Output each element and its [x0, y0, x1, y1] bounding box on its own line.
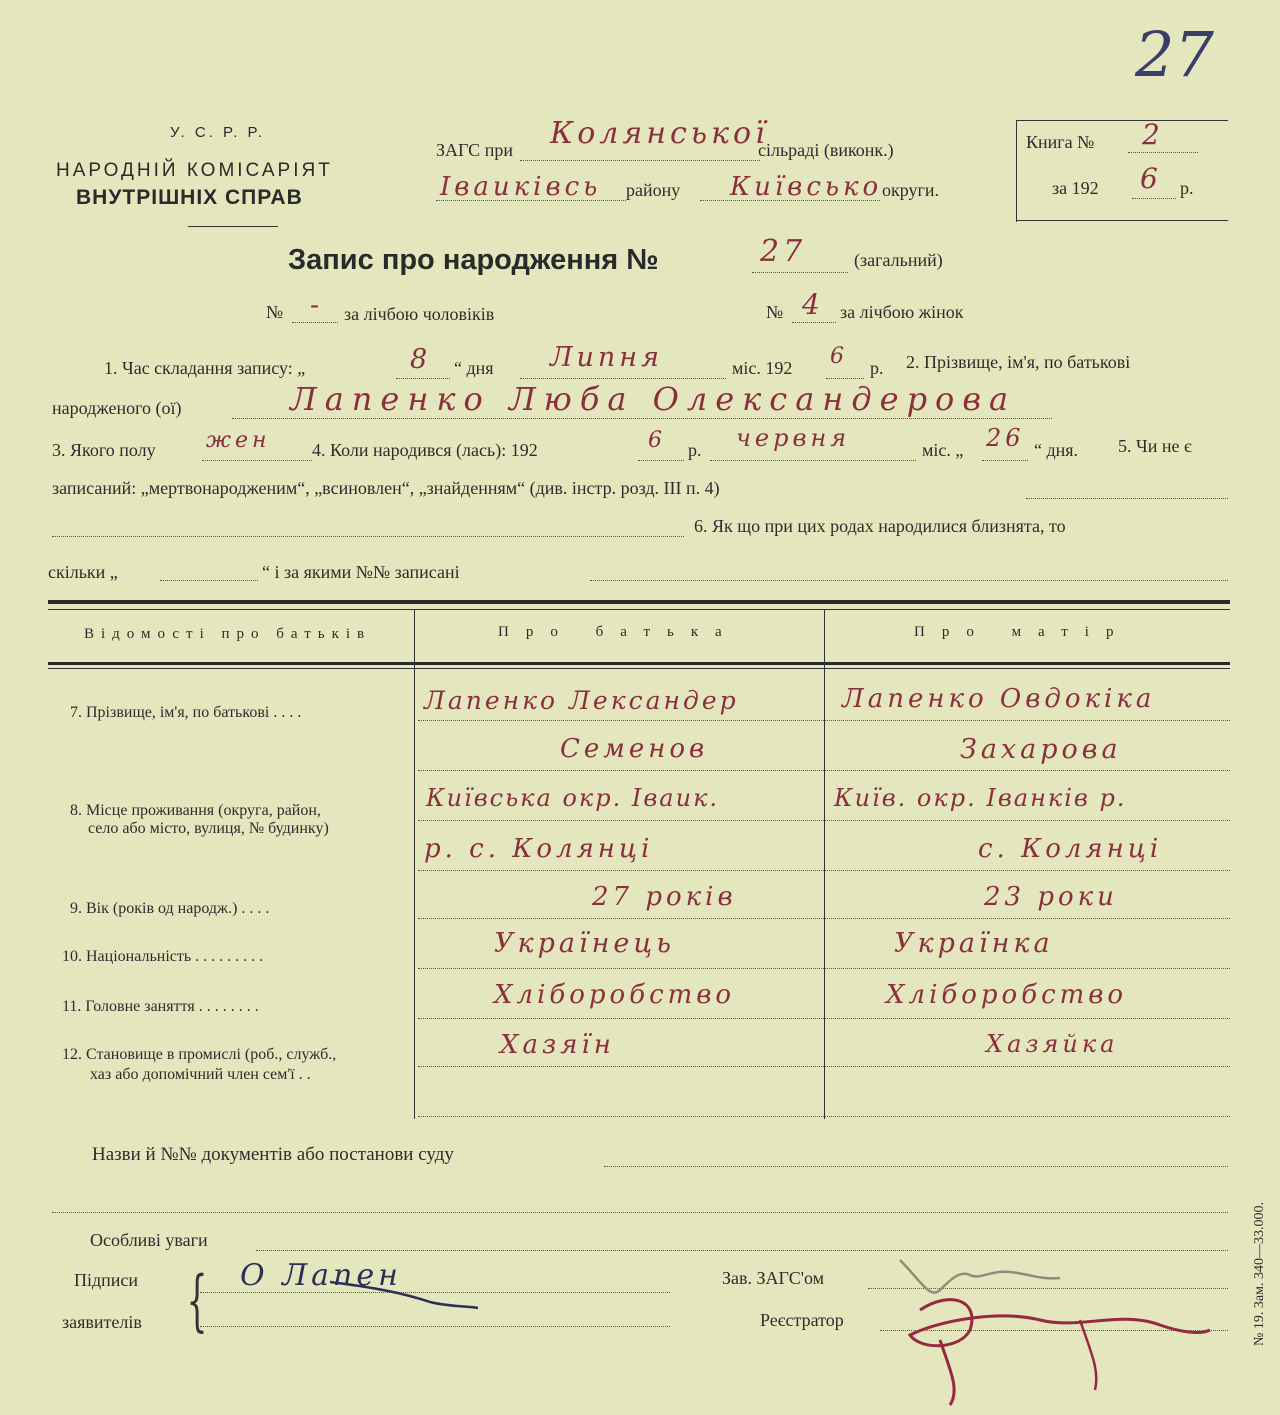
col-header-mother: Про матір [914, 624, 1131, 640]
row10-label: 10. Національність . . . . . . . . . [62, 948, 264, 965]
mother-age: 23 роки [984, 882, 1118, 912]
record-number-value: 27 [760, 234, 807, 269]
father-nationality: Українець [494, 928, 675, 959]
father-name-line1: Лапенко Лександер [424, 686, 739, 715]
side-print: № 19. Зам. 340—33.000. [1252, 1202, 1267, 1346]
father-address-line2: р. с. Колянці [424, 834, 654, 864]
field6-label: 6. Як що при цих родах народилися близнята, то [694, 516, 1066, 536]
field5-label2: записаний: „мертвонародженим“, „всиновлен“, „знайденням“ (див. інстр. розд. III п. 4) [52, 478, 720, 498]
district-value: Іваиківсь [440, 172, 602, 202]
mother-address-line2: с. Колянці [978, 834, 1163, 864]
field6-label3: “ і за якими №№ записані [262, 562, 460, 582]
village-council-value: Колянської [550, 116, 769, 151]
registrar-label: Реєстратор [760, 1310, 844, 1330]
field1-year-suffix: р. [870, 358, 884, 378]
women-count-label: за лічбою жінок [840, 302, 964, 322]
book-year-value: 6 [1140, 162, 1162, 195]
field1-label: 1. Час складання запису: „ [104, 358, 306, 378]
record-general-label: (загальний) [854, 250, 943, 270]
row8-label-line2: село або місто, вулиця, № будинку) [88, 820, 329, 837]
documents-label: Назви й №№ документів або постанови суду [92, 1144, 454, 1165]
field4-year-suffix: р. [688, 440, 702, 460]
district-label: району [626, 180, 681, 200]
men-no-value: - [310, 290, 324, 321]
field2-label: 2. Прізвище, ім'я, по батькові [906, 352, 1131, 372]
zags-prefix: ЗАГС при [436, 140, 513, 160]
father-name-line2: Семенов [560, 734, 709, 764]
father-age: 27 років [592, 882, 737, 912]
field3-label: 3. Якого полу [52, 440, 156, 460]
field4-label: 4. Коли народився (лась): 192 [312, 440, 538, 460]
okruha-value: Київсько [730, 172, 883, 202]
men-no-label: № [266, 302, 284, 322]
women-no-value: 4 [802, 288, 824, 321]
field1-year-value: 6 [830, 344, 848, 369]
row12-label-line1: 12. Становище в промислі (роб., служб., [62, 1046, 337, 1063]
field1-month-value: Липня [550, 342, 663, 373]
mother-status: Хазяйка [986, 1030, 1119, 1058]
mother-name-line2: Захарова [960, 734, 1122, 765]
field4-year-value: 6 [648, 428, 666, 453]
mother-address-line1: Київ. окр. Іванків р. [834, 784, 1127, 812]
row11-label: 11. Головне заняття . . . . . . . . [62, 998, 259, 1015]
col-header-parents: Відомості про батьків [84, 626, 372, 642]
field4-day-label: міс. „ [922, 440, 964, 460]
row7-label: 7. Прізвище, ім'я, по батькові . . . . [70, 704, 302, 721]
book-year-label: за 192 [1052, 178, 1099, 198]
book-number-value: 2 [1142, 118, 1164, 151]
field2-label2: народженого (ої) [52, 398, 182, 418]
mother-nationality: Українка [894, 928, 1054, 959]
signatures-label1: Підписи [74, 1270, 139, 1290]
header-rule [188, 226, 278, 227]
father-status: Хазяїн [500, 1030, 615, 1060]
page-number: 27 [1135, 18, 1214, 91]
head-signature-mark [880, 1240, 1220, 1410]
row9-label: 9. Вік (років од народж.) . . . . [70, 900, 270, 917]
field1-day-label: “ дня [454, 358, 494, 378]
father-occupation: Хліборобство [494, 980, 736, 1010]
signature-brace: { [186, 1262, 208, 1339]
field3-value: жен [206, 428, 271, 453]
field4-day-value: 26 [986, 424, 1025, 452]
signatures-label2: заявителів [62, 1312, 142, 1332]
ussr-header: У. С. Р. Р. [170, 124, 265, 141]
applicant-signature: О Лапен [240, 1258, 402, 1293]
head-label: Зав. ЗАГС'ом [722, 1268, 824, 1288]
notes-label: Особливі уваги [90, 1230, 208, 1250]
mother-name-line1: Лапенко Овдокіка [842, 684, 1156, 714]
commissariat-line2: ВНУТРІШНІХ СПРАВ [76, 186, 303, 209]
field6-label2: скільки „ [48, 562, 118, 582]
book-year-suffix: р. [1180, 178, 1194, 198]
record-title: Запис про народження № [288, 244, 659, 276]
row12-label-line2: хаз або допомічний член сем'ї . . [90, 1066, 311, 1083]
field4-month-value: червня [736, 424, 851, 452]
commissariat-line1: НАРОДНІЙ КОМІСАРІЯТ [56, 160, 333, 181]
field1-month-label: міс. 192 [732, 358, 793, 378]
village-council-label: сільраді (виконк.) [758, 140, 894, 160]
mother-occupation: Хліборобство [886, 980, 1128, 1010]
child-name-value: Лапенко Люба Олександерова [290, 380, 1017, 418]
col-header-father: Про батька [498, 624, 739, 640]
table-top-rule [48, 600, 1230, 604]
men-count-label: за лічбою чоловіків [344, 304, 495, 324]
applicant-signature-tail [330, 1262, 480, 1312]
field1-day-value: 8 [410, 344, 432, 375]
women-no-label: № [766, 302, 784, 322]
father-address-line1: Київська окр. Іваик. [426, 784, 720, 812]
okruha-label: округи. [882, 180, 940, 200]
row8-label-line1: 8. Місце проживання (округа, район, [70, 802, 321, 819]
field4-day-suffix: “ дня. [1034, 440, 1079, 460]
field5-label: 5. Чи не є [1118, 436, 1192, 456]
book-label: Книга № [1026, 132, 1095, 152]
